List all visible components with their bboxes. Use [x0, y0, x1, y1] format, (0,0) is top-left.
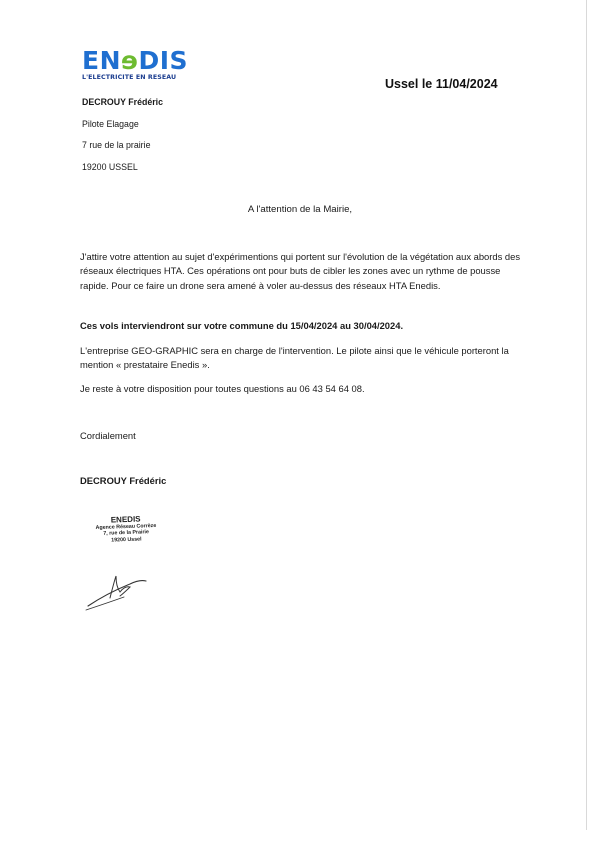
stamp-line-3: 19200 Ussel — [111, 536, 142, 544]
logo-wordmark: ENɘDIS — [82, 46, 189, 75]
stamp-title: ENEDIS — [110, 514, 141, 525]
signer-name: DECROUY Frédéric — [80, 475, 167, 486]
sender-street: 7 rue de la prairie — [82, 140, 151, 150]
sender-name: DECROUY Frédéric — [82, 97, 163, 107]
letter-date: Ussel le 11/04/2024 — [385, 77, 498, 91]
salutation: A l'attention de la Mairie, — [247, 204, 353, 215]
sender-role: Pilote Elagage — [82, 118, 139, 129]
enedis-logo — [82, 48, 192, 81]
page-edge — [586, 0, 587, 830]
body-paragraph-dates: Ces vols interviendront sur votre commune du 15/04/2024 au 30/04/2024. — [80, 320, 404, 331]
body-paragraph-1: J'attire votre attention au sujet d'expérimentions qui portent sur l'évolution de la végétation aux abords des réseaux électriques HTA. Ces opérations ont pour buts de cibler les zones avec un rythme de pousse rapide. Pour ce faire un drone sera amené à voler au-dessus des réseaux HTA Enedis. — [80, 251, 521, 291]
stamp-line-1: Agence Réseau Corrèze — [95, 522, 157, 532]
sender-city: 19200 USSEL — [82, 161, 138, 172]
stamp-line-2: 7, rue de la Prairie — [103, 529, 150, 538]
logo-tagline: L'ELECTRICITE EN RESEAU — [82, 74, 177, 81]
sender-address-block — [82, 92, 163, 178]
body-paragraph-3: L'entreprise GEO-GRAPHIC sera en charge de l'intervention. Le pilote ainsi que le véhicule porteront la mention « prestataire Enedis ». — [80, 345, 509, 371]
handwritten-signature — [80, 568, 160, 618]
body-paragraph-contact: Je reste à votre disposition pour toutes questions au 06 43 54 64 08. — [80, 383, 365, 394]
closing: Cordialement — [80, 430, 136, 441]
company-stamp — [86, 514, 167, 545]
